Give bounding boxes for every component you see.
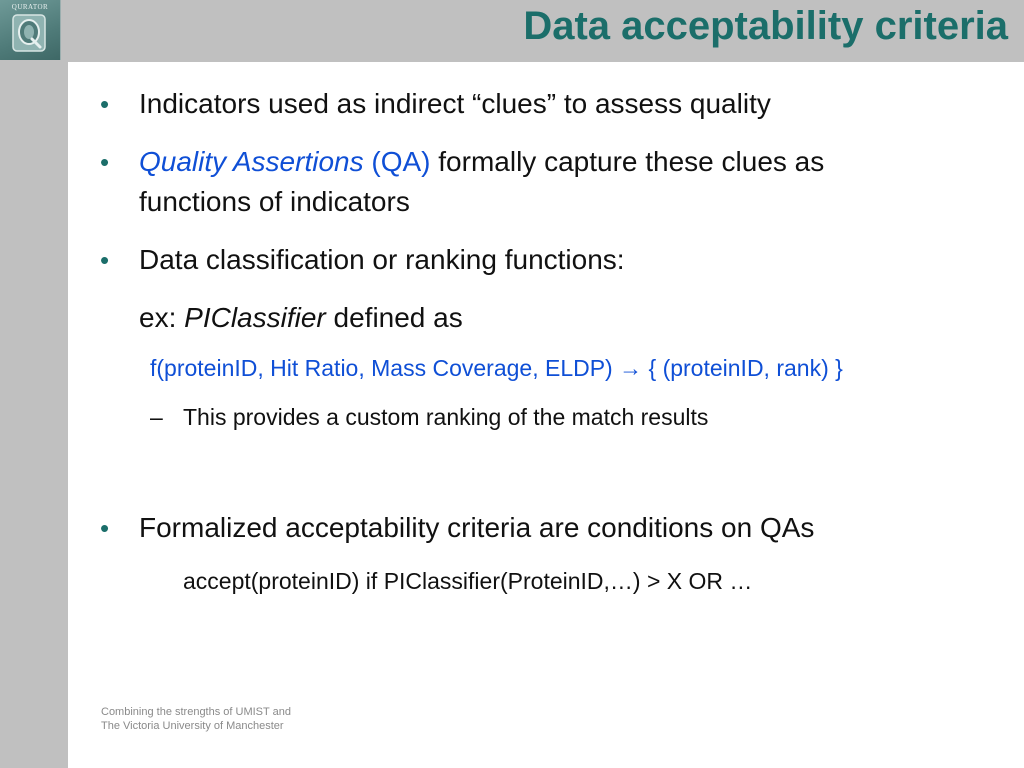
example-prefix: ex: — [139, 302, 185, 333]
piclassifier-term: PIClassifier — [184, 302, 326, 333]
dash-item — [150, 404, 708, 431]
logo-text: QURATOR — [11, 3, 49, 11]
dash-icon: – — [150, 404, 163, 430]
qa-abbreviation: (QA) — [363, 146, 431, 177]
arrow-right-icon: → — [619, 355, 643, 381]
quality-assertions-term: Quality Assertions — [139, 146, 364, 177]
bullet-text-continuation: formally capture these clues as — [430, 146, 825, 177]
bullet-text-line2: functions of indicators — [139, 186, 410, 217]
qurator-logo — [0, 0, 61, 60]
bullet-icon: • — [100, 89, 110, 119]
bullet-text — [139, 142, 824, 182]
formula-left: f(proteinID, Hit Ratio, Mass Coverage, ELDP) — [150, 355, 620, 381]
footer — [101, 705, 291, 733]
bullet-text: Indicators used as indirect “clues” to assess quality — [139, 88, 771, 119]
footer-line1: Combining the strengths of UMIST and — [101, 706, 291, 718]
slide-title: Data acceptability criteria — [523, 4, 1008, 48]
bullet-icon: • — [100, 245, 110, 275]
formula-line — [150, 355, 843, 382]
example-line — [139, 298, 463, 338]
bullet-icon: • — [100, 147, 110, 177]
dash-text: This provides a custom ranking of the match results — [183, 404, 709, 430]
accept-expression: accept(proteinID) if PIClassifier(ProteinID,…) > X OR … — [183, 568, 753, 594]
footer-line2: The Victoria University of Manchester — [101, 720, 284, 732]
formula-right: { (proteinID, rank) } — [642, 355, 843, 381]
bullet-icon: • — [100, 513, 110, 543]
side-bar — [0, 62, 68, 768]
bullet-text: Formalized acceptability criteria are conditions on QAs — [139, 512, 815, 543]
bullet-text: Data classification or ranking functions: — [139, 244, 625, 275]
q-logo-icon — [12, 14, 46, 52]
example-suffix: defined as — [325, 302, 463, 333]
